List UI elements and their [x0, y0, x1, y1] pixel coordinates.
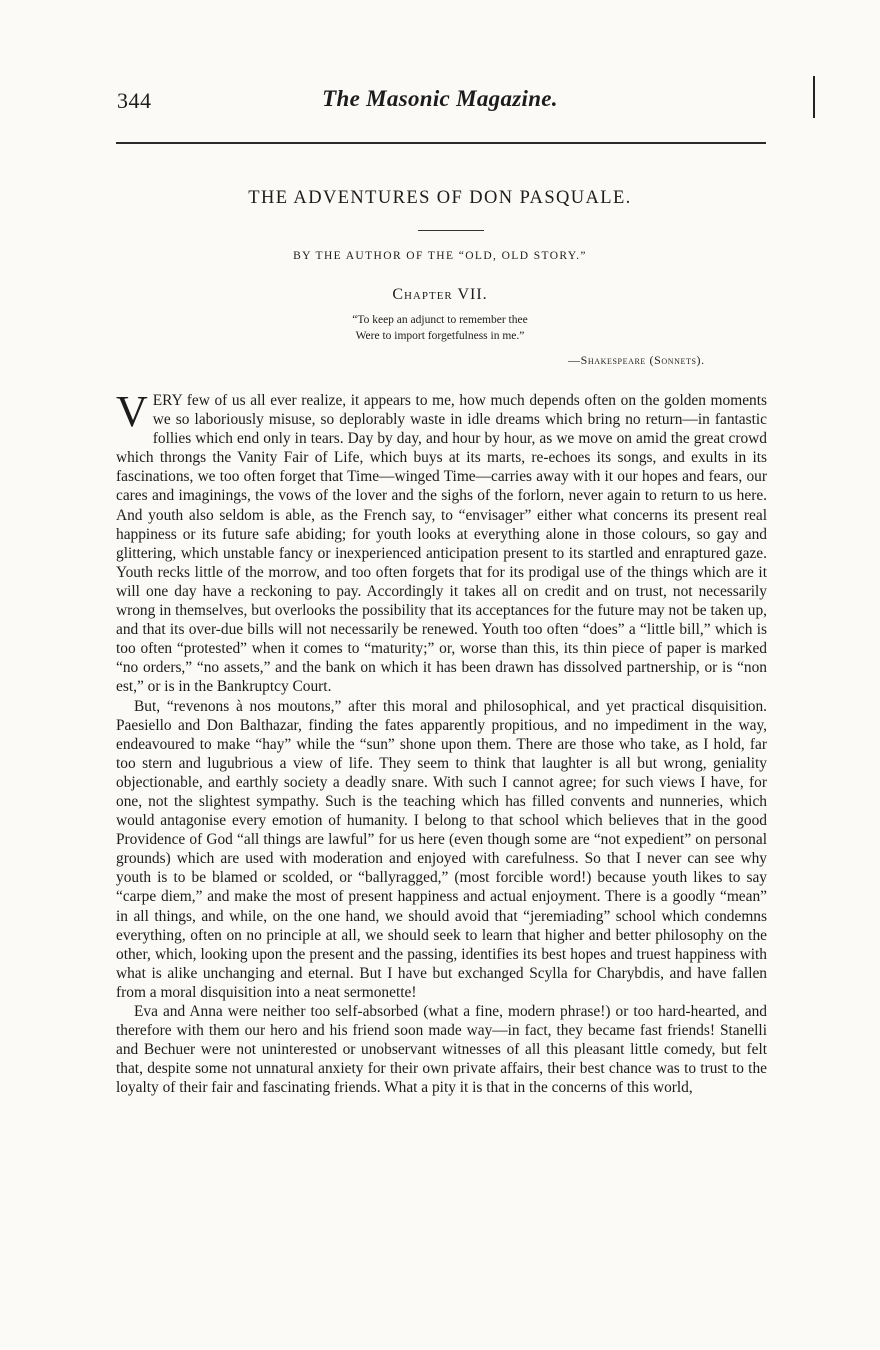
- paragraph: [116, 387, 767, 697]
- page-number: 344: [117, 88, 152, 113]
- page-edge-mark: [813, 76, 815, 118]
- chapter-heading: Chapter VII.: [392, 286, 488, 303]
- paragraph: Eva and Anna were neither too self-absorbed (what a fine, modern phrase!) or too hard-hearted, and therefore with them our hero and his friend soon made way—in fact, they became fast friends! Stanelli and Bechuer were not uninterested or unobservant witnesses of all this pleasant little comedy, but felt that, despite some not unnatural anxiety for their own private affairs, their best chance was to trust to the loyalty of their fair and fascinating friends. What a pity it is that in the concerns of this world,: [116, 1003, 767, 1097]
- epigraph: [0, 312, 880, 344]
- epigraph-line: Were to import forgetfulness in me.”: [355, 330, 525, 342]
- article-title: THE ADVENTURES OF DON PASQUALE.: [248, 188, 632, 208]
- paragraph: But, “revenons à nos moutons,” after this moral and philosophical, and yet practical disquisition. Paesiello and Don Balthazar, finding the fates apparently propitious, and no impediment in the way, endeavoured to make “hay” while the “sun” shone upon them. There are those who take, as I hold, far too stern and lugubrious a view of life. They seem to think that laughter is all but wrong, geniality objectionable, and earthly society a deadly snare. With such I cannot agree; for such views I have, for one, not the slightest sympathy. Such is the teaching which has filled convents and nunneries, which would antagonise every emotion of humanity. I belong to that school which believes that in the good Providence of God “all things are lawful” for us here (even though some are “not expedient” on personal grounds) which are used with moderation and enjoyed with carefulness. So that I never can see why youth is to be blamed or scolded, or “ballyragged,” (most forcible word!) because youth likes to say “carpe diem,” and make the most of present happiness and actual enjoyment. There is a goodly “mean” in all things, and while, on the one hand, we should avoid that “jeremiading” school which condemns everything, often on no principle at all, we should seek to learn that higher and better philosophy on the other, which, looking upon the present and the passing, identifies its best hopes and truest happiness with what is alike unchanging and eternal. But I have but exchanged Scylla for Charybdis, and have fallen from a moral disquisition into a neat sermonette!: [116, 697, 767, 1001]
- byline: BY THE AUTHOR OF THE “OLD, OLD STORY.”: [293, 250, 587, 262]
- page-header: [0, 84, 880, 124]
- title-divider: [418, 230, 484, 231]
- epigraph-line: “To keep an adjunct to remember thee: [352, 314, 528, 326]
- paragraph-text: ERY few of us all ever realize, it appears to me, how much depends often on the golden moments we so laboriously misuse, so deplorably waste in idle dreams which bring no return—in fantastic follies which end only in tears. Day by day, and hour by hour, as we move on amid the great crowd which throngs the Vanity Fair of Life, which buys at its marts, re-echoes its songs, and exults in its fascinations, we too often forget that Time—winged Time—carries away with it our hopes and fears, our cares and imaginings, the vows of the lover and the sighs of the forlorn, never again to return to us here. And youth also seldom is able, as the French say, to “envisager” either what concerns its present real happiness or its future safe abiding; for youth looks at everything alone in those colours, so gay and glittering, which unstable fancy or inexperienced anticipation present to its startled and enraptured gaze. Youth recks little of the morrow, and too often forgets that for its prodigal use of the things which are it will one day have a reckoning to pay. Accordingly it takes all on credit and on trust, not necessarily wrong in themselves, but overlooks the possibility that its acceptances for the future may not be taken up, and that its over-due bills will not necessarily be renewed. Youth too often “does” a “little bill,” which is too often “protested” when it comes to “maturity;” or, worse than this, its thin piece of paper is marked “no orders,” “no assets,” and the bank on which it has been drawn has dissolved partnership, or is “non est,” or is in the Bankruptcy Court.: [116, 392, 767, 696]
- article-body: [116, 387, 767, 1097]
- header-rule: [116, 142, 766, 144]
- epigraph-source: —Shakespeare (Sonnets).: [568, 353, 705, 367]
- running-title: The Masonic Magazine.: [322, 86, 558, 111]
- drop-cap: V: [116, 387, 148, 436]
